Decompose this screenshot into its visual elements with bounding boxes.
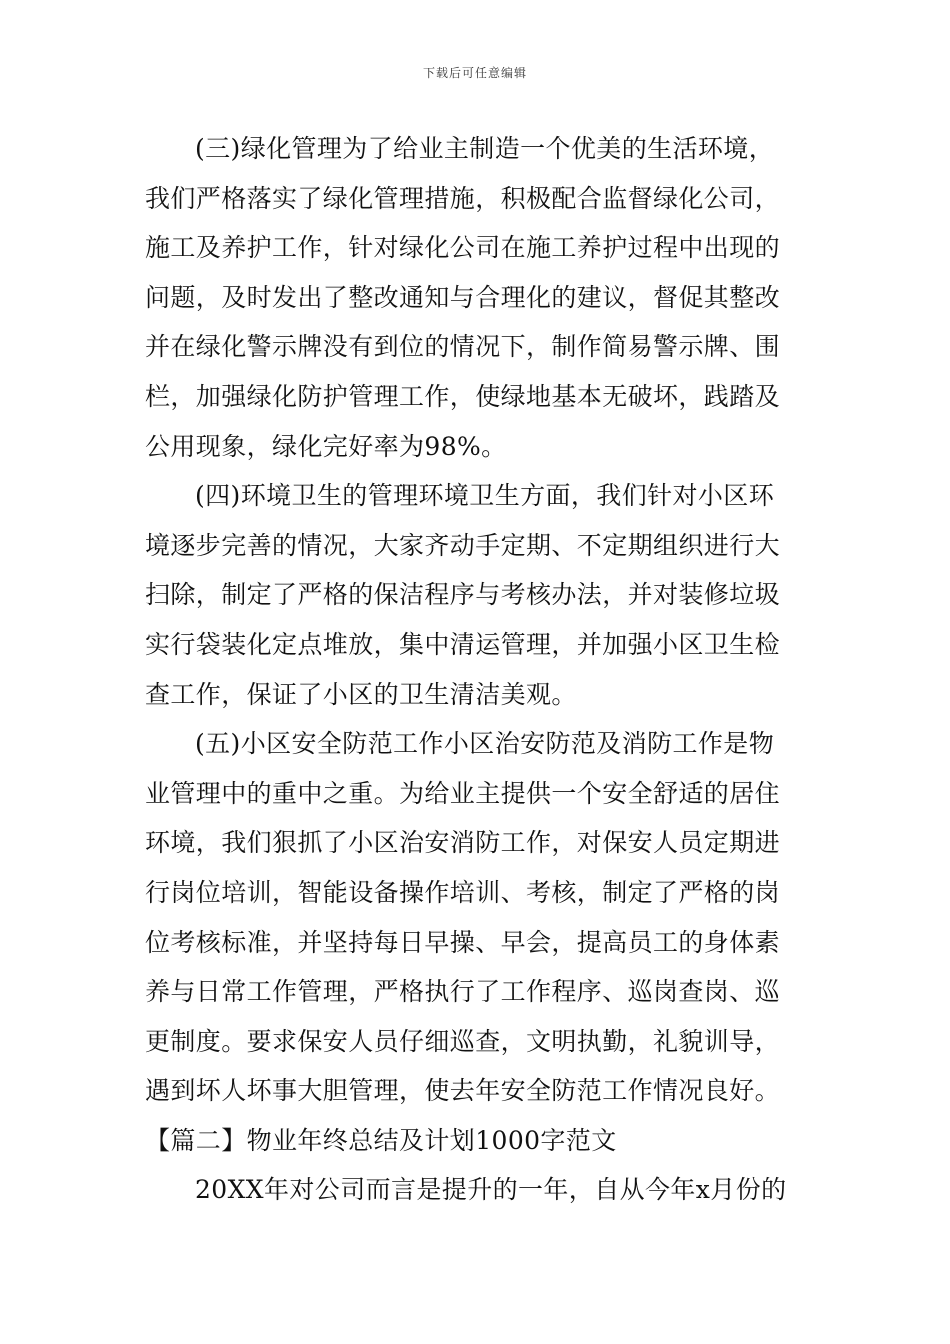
text-line: (五)小区安全防范工作小区治安防范及消防工作是物 (195, 729, 775, 759)
text-line: 位考核标准，并坚持每日早操、早会，提高员工的身体素 (145, 927, 781, 957)
text-line: 遇到坏人坏事大胆管理，使去年安全防范工作情况良好。 (145, 1076, 781, 1106)
text-line: (四)环境卫生的管理环境卫生方面，我们针对小区环 (195, 481, 775, 511)
text-line: 查工作，保证了小区的卫生清洁美观。 (145, 679, 577, 709)
text-line: 业管理中的重中之重。为给业主提供一个安全舒适的居住 (145, 778, 781, 808)
text-line: (三)绿化管理为了给业主制造一个优美的生活环境， (195, 134, 775, 163)
text-line: 问题，及时发出了整改通知与合理化的建议，督促其整改 (145, 282, 781, 312)
text-line: 施工及养护工作，针对绿化公司在施工养护过程中出现的 (145, 233, 781, 263)
text-line: 行岗位培训，智能设备操作培训、考核，制定了严格的岗 (145, 877, 781, 907)
text-line: 并在绿化警示牌没有到位的情况下，制作简易警示牌、围 (145, 332, 781, 362)
page-header: 下载后可任意编辑 (422, 66, 527, 80)
document-body (145, 124, 825, 1215)
text-line: 实行袋装化定点堆放，集中清运管理，并加强小区卫生检 (145, 629, 781, 659)
text-line: 境逐步完善的情况，大家齐动手定期、不定期组织进行大 (145, 530, 781, 560)
text-line: 我们严格落实了绿化管理措施，积极配合监督绿化公司， (145, 183, 781, 213)
text-line: 养与日常工作管理，严格执行了工作程序、巡岗查岗、巡 (145, 977, 781, 1007)
text-line: 扫除，制定了严格的保洁程序与考核办法，并对装修垃圾 (145, 580, 781, 610)
text-line: 20XX年对公司而言是提升的一年，自从今年x月份的 (195, 1175, 787, 1205)
text-line: 更制度。要求保安人员仔细巡查，文明执勤，礼貌训导， (145, 1026, 781, 1056)
text-line: 公用现象，绿化完好率为98%。 (145, 431, 507, 461)
text-line: 【篇二】物业年终总结及计划1000字范文 (145, 1125, 617, 1155)
text-line: 环境，我们狠抓了小区治安消防工作，对保安人员定期进 (145, 828, 781, 858)
text-line: 栏，加强绿化防护管理工作，使绿地基本无破坏，践踏及 (145, 381, 781, 411)
